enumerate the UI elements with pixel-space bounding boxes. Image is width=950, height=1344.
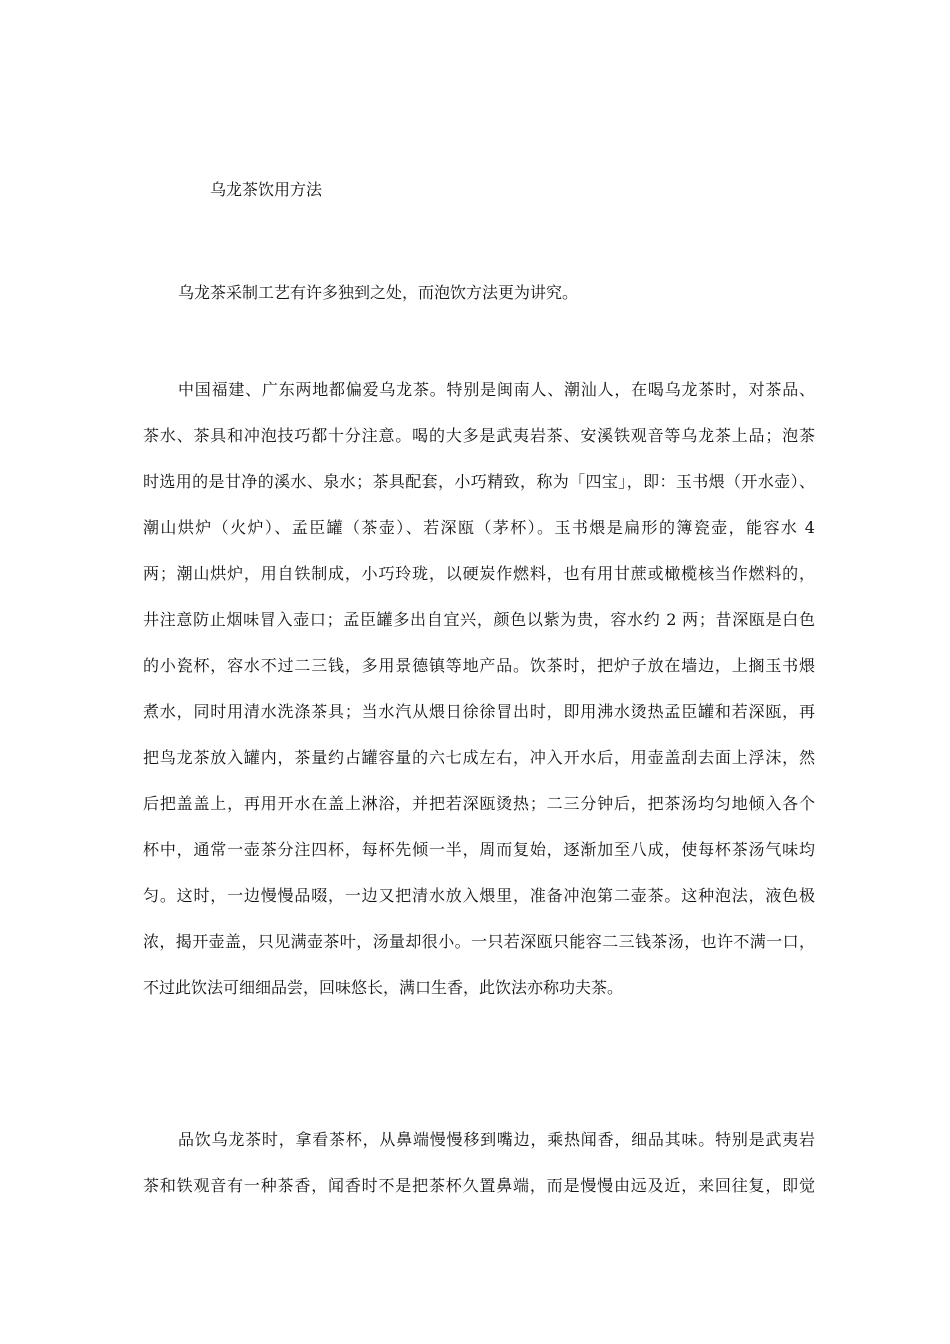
text-line: 杯中，通常一壶茶分注四杯，每杯先倾一半，周而复始，逐渐加至八成，使每杯茶汤气味均 [143, 840, 815, 859]
body-paragraph-2 [143, 1128, 815, 1220]
text-line: 时选用的是甘净的溪水、泉水；茶具配套，小巧精致，称为「四宝」，即：玉书煨（开水壶）、 [143, 472, 815, 491]
text-line: 潮山烘炉（火炉）、孟臣罐（茶壶）、若深瓯（茅杯）。玉书煨是扁形的簿瓷壶，能容水 4 [143, 518, 815, 537]
text-line: 中国福建、广东两地都偏爱乌龙茶。特别是闽南人、潮汕人，在喝乌龙茶时，对茶品、 [178, 380, 815, 399]
text-line: 的小瓷杯，容水不过二三钱，多用景德镇等地产品。饮茶时，把炉子放在墙边，上搁玉书煨 [143, 656, 815, 675]
text-line: 茶水、茶具和冲泡技巧都十分注意。喝的大多是武夷岩茶、安溪铁观音等乌龙茶上品；泡茶 [143, 426, 815, 445]
intro-paragraph: 乌龙茶采制工艺有许多独到之处，而泡饮方法更为讲究。 [178, 283, 579, 302]
text-line: 井注意防止烟味冒入壶口；孟臣罐多出自宜兴，颜色以紫为贵，容水约 2 两；昔深瓯是白色 [143, 610, 815, 629]
text-line: 不过此饮法可细细品尝，回味悠长，满口生香，此饮法亦称功夫茶。 [143, 978, 624, 997]
text-line: 后把盖盖上，再用开水在盖上淋浴，并把若深瓯烫热；二三分钟后，把茶汤均匀地倾入各个 [143, 794, 815, 813]
text-line: 把鸟龙茶放入罐内，茶量约占罐容量的六七成左右，冲入开水后，用壶盖刮去面上浮沫，然 [143, 748, 815, 767]
text-line: 品饮乌龙茶时，拿看茶杯，从鼻端慢慢移到嘴边，乘热闻香，细品其味。特别是武夷岩 [178, 1130, 815, 1149]
body-paragraph-1 [143, 378, 815, 1022]
text-line: 浓，揭开壶盖，只见满壶茶叶，汤量却很小。一只若深瓯只能容二三钱茶汤，也许不满一口， [143, 932, 815, 951]
text-line: 匀。这时，一边慢慢品啜，一边又把清水放入煨里，准备冲泡第二壶茶。这种泡法，液色极 [143, 886, 815, 905]
document-title: 乌龙茶饮用方法 [210, 180, 323, 199]
text-line: 茶和铁观音有一种茶香，闻香时不是把茶杯久置鼻端，而是慢慢由远及近，来回往复，即觉 [143, 1176, 815, 1195]
text-line: 两；潮山烘炉，用自铁制成，小巧玲珑，以硬炭作燃料，也有用甘蔗或橄榄核当作燃料的， [143, 564, 815, 583]
text-line: 煮水，同时用清水洗涤茶具；当水汽从煨日徐徐冒出时，即用沸水烫热孟臣罐和若深瓯，再 [143, 702, 815, 721]
